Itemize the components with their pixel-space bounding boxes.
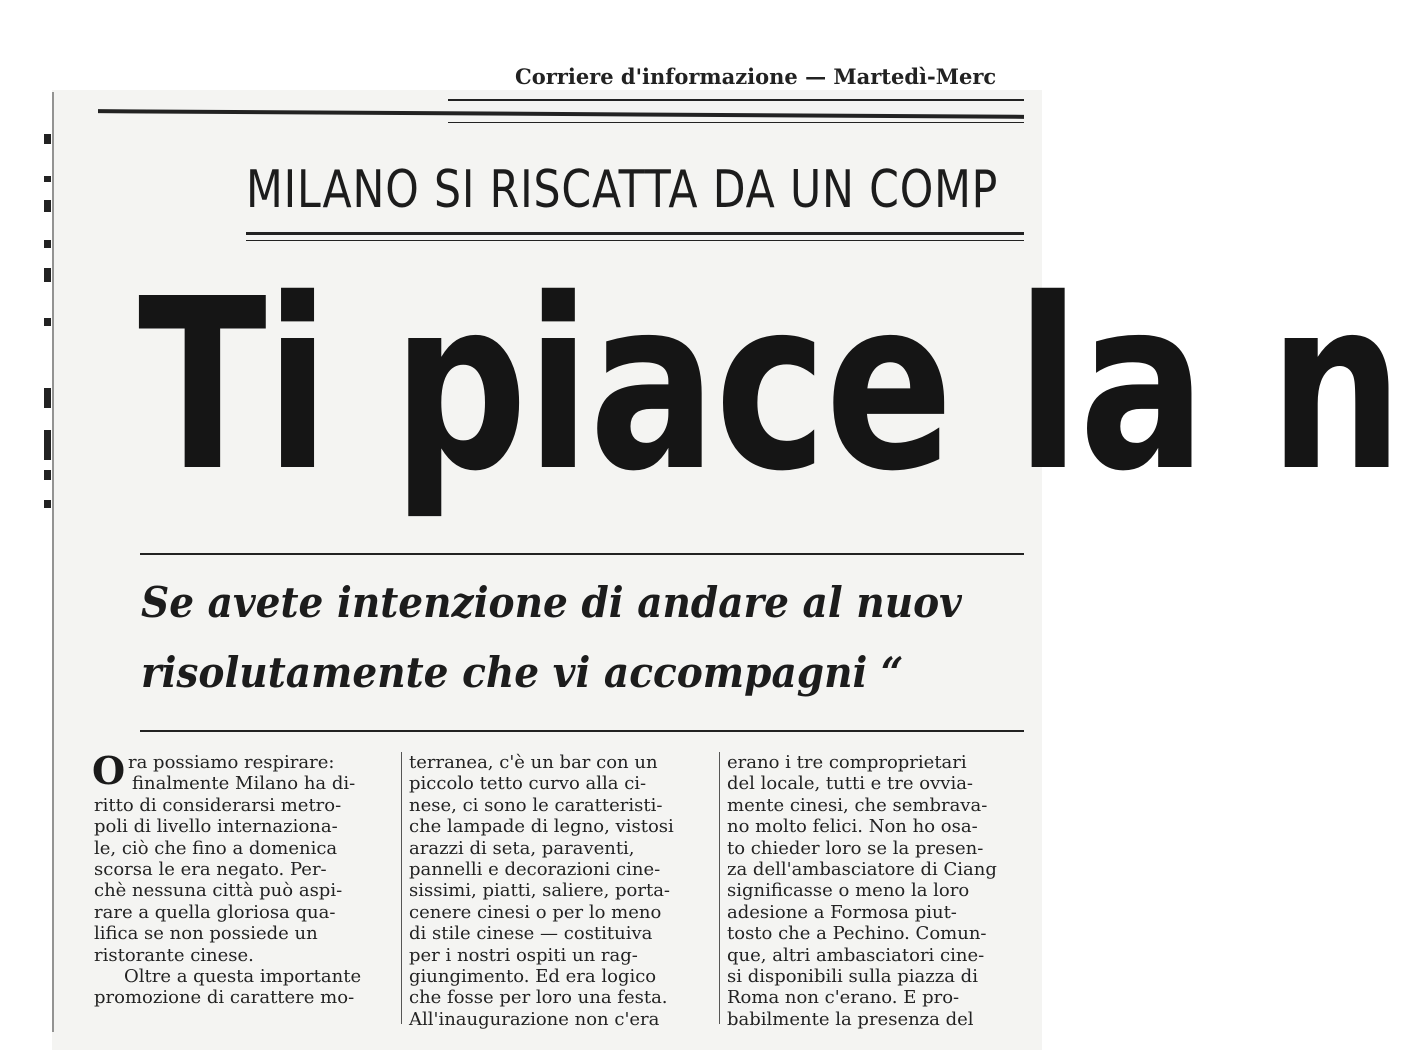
column-line: mente cinesi, che sembrava- [727, 794, 988, 816]
kicker-headline: MILANO SI RISCATTA DA UN COMP [246, 160, 999, 220]
headline-rule [140, 553, 1024, 555]
column-line: poli di livello internaziona- [94, 816, 338, 838]
column-line: sissimi, piatti, saliere, porta- [409, 880, 671, 902]
column-line: to chieder loro se la presen- [727, 837, 984, 859]
column-line: per i nostri ospiti un rag- [409, 944, 638, 966]
column-line: significasse o meno la loro [727, 880, 970, 902]
column-line: no molto felici. Non ho osa- [727, 816, 978, 838]
column-line: All'inaugurazione non c'era [409, 1008, 660, 1030]
column-line: terranea, c'è un bar con un [409, 752, 658, 773]
column-line: za dell'ambasciatore di Ciang [727, 859, 997, 881]
column-line: arazzi di seta, paraventi, [409, 837, 635, 859]
subheadline-line-1: Se avete intenzione di andare al nuov [141, 578, 962, 627]
column-line: tosto che a Pechino. Comun- [727, 923, 987, 945]
column-line: chè nessuna città può aspi- [94, 880, 343, 902]
subheadline-line-2: risolutamente che vi accompagni “ [141, 648, 904, 697]
article-column-1 [92, 748, 390, 1009]
column-line: giungimento. Ed era logico [409, 966, 657, 988]
column-line: pannelli e decorazioni cine- [409, 859, 661, 881]
column-line: del locale, tutti e tre ovvia- [727, 773, 974, 795]
page-left-edge [52, 92, 54, 1032]
main-headline: Ti piace la n [138, 248, 1402, 523]
masthead-rule [448, 99, 1024, 101]
column-line: cenere cinesi o per lo meno [409, 901, 662, 923]
column-line: erano i tre comproprietari [727, 752, 967, 773]
column-line: promozione di carattere mo- [94, 987, 355, 1009]
drop-cap: O [92, 748, 126, 793]
column-line: ra possiamo respirare: [128, 752, 335, 773]
column-line: piccolo tetto curvo alla ci- [409, 773, 647, 795]
column-line: che fosse per loro una festa. [409, 987, 668, 1009]
column-divider-2 [719, 752, 720, 1024]
column-line: lifica se non possiede un [94, 923, 318, 945]
column-divider-1 [401, 752, 402, 1024]
article-column-2 [409, 752, 709, 1030]
column-line: que, altri ambasciatori cine- [727, 944, 985, 966]
column-line: finalmente Milano ha di- [132, 773, 356, 795]
masthead-line: Corriere d'informazione — Martedì-Merc [515, 64, 997, 89]
column-line: ristorante cinese. [94, 944, 254, 966]
column-line: che lampade di legno, vistosi [409, 816, 674, 838]
column-line: Roma non c'erano. E pro- [727, 987, 960, 1009]
column-line: Oltre a questa importante [124, 966, 362, 988]
column-line: scorsa le era negato. Per- [94, 859, 327, 881]
column-line: ritto di considerarsi metro- [94, 794, 342, 816]
column-line: adesione a Formosa piut- [727, 901, 957, 923]
column-line: rare a quella gloriosa qua- [94, 901, 336, 923]
column-line: si disponibili sulla piazza di [727, 966, 978, 988]
column-line: le, ciò che fino a domenica [94, 837, 338, 859]
top-rule-thin [448, 122, 1024, 123]
column-line: di stile cinese — costituiva [409, 923, 653, 945]
kicker-rule-2 [246, 240, 1024, 241]
subhead-rule [140, 730, 1024, 732]
column-line: babilmente la presenza del [727, 1008, 974, 1030]
kicker-rule-1 [246, 232, 1024, 235]
article-column-3 [727, 752, 1024, 1030]
column-line: nese, ci sono le caratteristi- [409, 794, 663, 816]
